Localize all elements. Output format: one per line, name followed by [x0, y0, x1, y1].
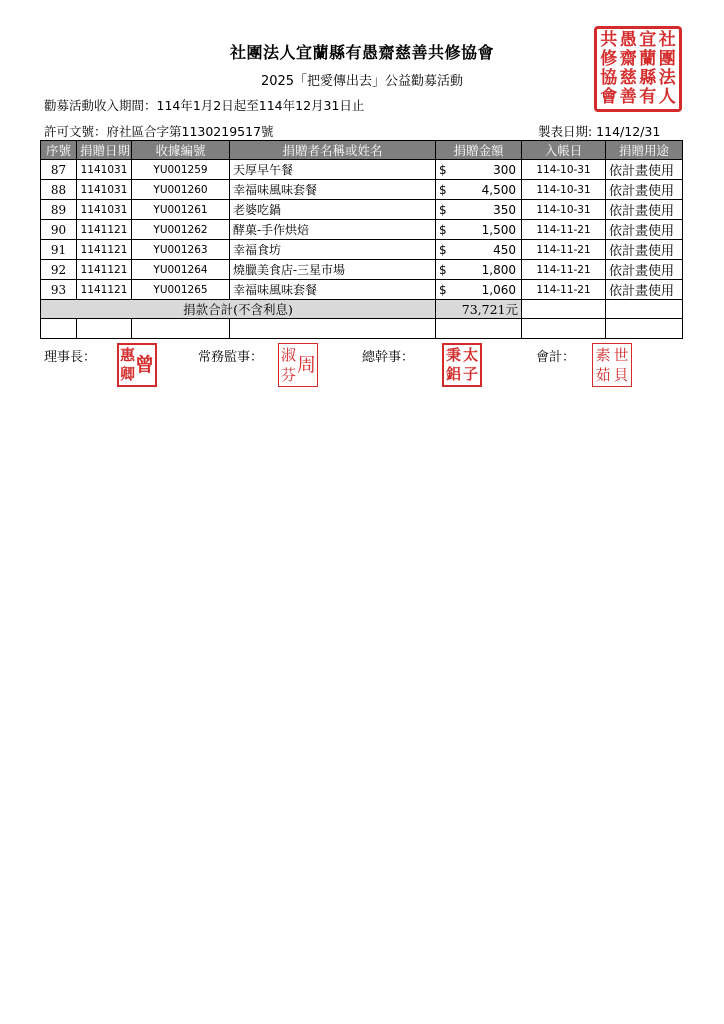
amount-cell	[436, 280, 522, 300]
amount-value: 4,500	[481, 182, 516, 197]
account-date-cell: 114-11-21	[522, 260, 606, 280]
receipt-number-cell: YU001259	[132, 160, 230, 180]
seal-character: 縣	[639, 68, 657, 88]
document-title: 社團法人宜蘭縣有愚齋慈善共修協會	[229, 43, 494, 62]
currency-symbol: $	[439, 202, 447, 217]
donation-date-cell: 1141121	[77, 220, 132, 240]
header-usage: 捐贈用途	[606, 141, 683, 160]
table-row	[41, 260, 683, 280]
currency-symbol: $	[439, 222, 447, 237]
seq-cell: 88	[41, 180, 77, 200]
seal-character: 世	[613, 345, 629, 364]
donation-date-cell: 1141031	[77, 160, 132, 180]
amount-value: 350	[493, 202, 516, 217]
amount-cell	[436, 240, 522, 260]
donor-name-cell: 酵菓-手作烘焙	[230, 220, 436, 240]
seal-character: 太	[463, 346, 479, 364]
seal-character: 鋁	[446, 365, 462, 383]
seal-character: 素	[595, 345, 611, 364]
table-row	[41, 240, 683, 260]
account-date-cell: 114-11-21	[522, 220, 606, 240]
donor-name-cell: 幸福味風味套餐	[230, 280, 436, 300]
donation-date-cell: 1141031	[77, 200, 132, 220]
seq-cell: 87	[41, 160, 77, 180]
permit-number: 許可文號：府社區合字第1130219517號	[44, 124, 274, 139]
donor-name-cell: 幸福味風味套餐	[230, 180, 436, 200]
seal-character: 秉	[446, 346, 462, 364]
association-seal	[594, 26, 682, 112]
secretary-general-seal	[442, 343, 482, 387]
donor-name-cell: 天厚早午餐	[230, 160, 436, 180]
seal-character: 周	[296, 353, 316, 376]
accountant-label: 會計：	[536, 350, 576, 365]
amount-value: 450	[493, 242, 516, 257]
seal-character: 惠	[119, 346, 135, 364]
seal-character: 卿	[119, 365, 135, 383]
account-date-cell: 114-10-31	[522, 200, 606, 220]
donation-date-cell: 1141121	[77, 280, 132, 300]
table-header-row	[41, 141, 683, 160]
usage-cell: 依計畫使用	[606, 200, 683, 220]
seal-character: 法	[658, 68, 676, 88]
usage-cell: 依計畫使用	[606, 240, 683, 260]
supervisor-label: 常務監事：	[198, 350, 264, 365]
total-label: 捐款合計(不含利息)	[41, 300, 436, 319]
currency-symbol: $	[439, 282, 447, 297]
currency-symbol: $	[439, 242, 447, 257]
total-value: 73,721元	[436, 300, 522, 319]
seal-character: 修	[600, 49, 618, 69]
seal-character: 團	[658, 49, 676, 69]
currency-symbol: $	[439, 182, 447, 197]
accountant-seal	[592, 343, 632, 387]
receipt-number-cell: YU001262	[132, 220, 230, 240]
seal-character: 共	[600, 30, 618, 50]
seal-character: 貝	[613, 365, 629, 384]
amount-cell	[436, 180, 522, 200]
donor-name-cell: 燒臘美食店-三星市場	[230, 260, 436, 280]
seal-character: 茹	[595, 365, 611, 384]
account-date-cell: 114-11-21	[522, 280, 606, 300]
seq-cell: 93	[41, 280, 77, 300]
total-empty-cell	[606, 300, 683, 319]
seq-cell: 90	[41, 220, 77, 240]
document-subtitle: 2025「把愛傳出去」公益勸募活動	[260, 74, 464, 89]
seq-cell: 92	[41, 260, 77, 280]
seal-character: 淑	[280, 345, 296, 364]
receipt-number-cell: YU001265	[132, 280, 230, 300]
account-date-cell: 114-10-31	[522, 180, 606, 200]
usage-cell: 依計畫使用	[606, 180, 683, 200]
donation-date-cell: 1141121	[77, 240, 132, 260]
donation-table	[40, 140, 683, 339]
table-row	[41, 180, 683, 200]
usage-cell: 依計畫使用	[606, 220, 683, 240]
table-row	[41, 280, 683, 300]
account-date-cell: 114-10-31	[522, 160, 606, 180]
chairman-label: 理事長：	[44, 350, 97, 365]
donation-date-cell: 1141031	[77, 180, 132, 200]
seq-cell: 89	[41, 200, 77, 220]
seal-character: 社	[658, 30, 676, 50]
empty-cell	[230, 319, 436, 339]
donor-name-cell: 老婆吃鍋	[230, 200, 436, 220]
seal-character: 宜	[639, 30, 657, 50]
seal-character: 子	[463, 365, 479, 383]
donation-date-cell: 1141121	[77, 260, 132, 280]
seal-character: 齋	[619, 49, 637, 69]
seal-character: 人	[658, 87, 676, 107]
empty-cell	[132, 319, 230, 339]
receipt-number-cell: YU001260	[132, 180, 230, 200]
seal-character: 協	[600, 68, 618, 88]
usage-cell: 依計畫使用	[606, 260, 683, 280]
total-row	[41, 300, 683, 319]
report-date: 製表日期: 114/12/31	[538, 124, 661, 139]
usage-cell: 依計畫使用	[606, 280, 683, 300]
seal-character: 有	[639, 87, 657, 107]
chairman-seal	[117, 343, 157, 387]
total-empty-cell	[522, 300, 606, 319]
header-seq: 序號	[41, 141, 77, 160]
receipt-number-cell: YU001264	[132, 260, 230, 280]
empty-cell	[77, 319, 132, 339]
seal-character: 愚	[619, 30, 637, 50]
header-account-date: 入帳日	[522, 141, 606, 160]
header-donor: 捐贈者名稱或姓名	[230, 141, 436, 160]
seal-character: 慈	[619, 68, 637, 88]
amount-value: 1,060	[481, 282, 516, 297]
usage-cell: 依計畫使用	[606, 160, 683, 180]
amount-cell	[436, 200, 522, 220]
currency-symbol: $	[439, 262, 447, 277]
empty-cell	[41, 319, 77, 339]
empty-cell	[522, 319, 606, 339]
seq-cell: 91	[41, 240, 77, 260]
table-row	[41, 220, 683, 240]
currency-symbol: $	[439, 162, 447, 177]
amount-cell	[436, 220, 522, 240]
header-receipt: 收據編號	[132, 141, 230, 160]
collection-period: 勸募活動收入期間：114年1月2日起至114年12月31日止	[44, 98, 365, 113]
header-date: 捐贈日期	[77, 141, 132, 160]
seal-character: 會	[600, 87, 618, 107]
secretary-general-label: 總幹事：	[362, 350, 415, 365]
seal-character: 芬	[280, 365, 296, 384]
seal-character: 曾	[134, 353, 154, 376]
amount-cell	[436, 160, 522, 180]
supervisor-seal	[278, 343, 318, 387]
account-date-cell: 114-11-21	[522, 240, 606, 260]
receipt-number-cell: YU001261	[132, 200, 230, 220]
empty-row	[41, 319, 683, 339]
amount-value: 300	[493, 162, 516, 177]
amount-cell	[436, 260, 522, 280]
receipt-number-cell: YU001263	[132, 240, 230, 260]
amount-value: 1,800	[481, 262, 516, 277]
empty-cell	[436, 319, 522, 339]
header-amount: 捐贈金額	[436, 141, 522, 160]
seal-character: 蘭	[639, 49, 657, 69]
table-row	[41, 200, 683, 220]
table-row	[41, 160, 683, 180]
empty-cell	[606, 319, 683, 339]
amount-value: 1,500	[481, 222, 516, 237]
seal-character: 善	[619, 87, 637, 107]
donor-name-cell: 幸福食坊	[230, 240, 436, 260]
